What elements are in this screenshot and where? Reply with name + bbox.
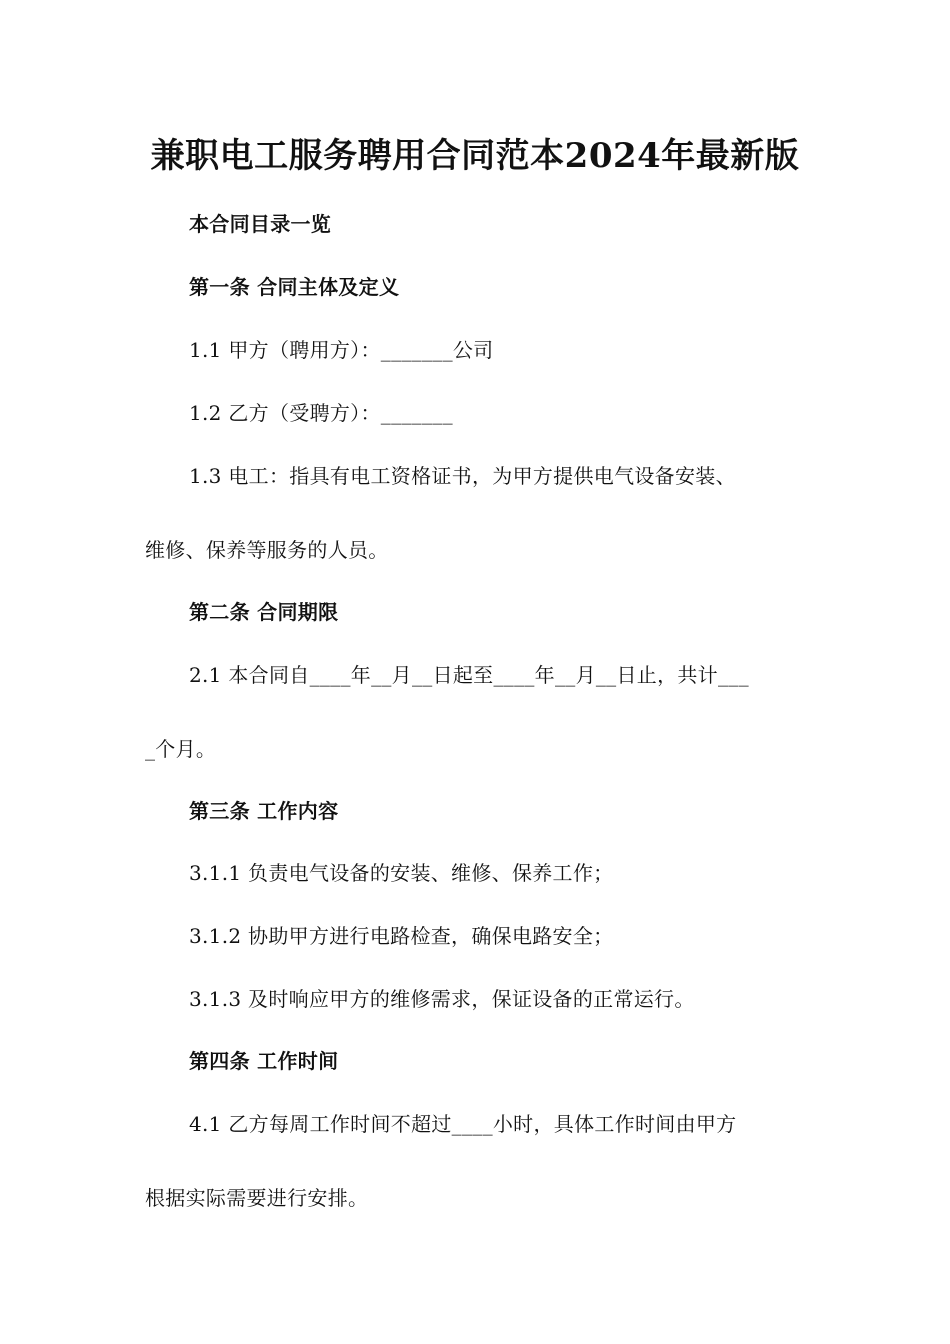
clause-3-1-3: 3.1.3 及时响应甲方的维修需求，保证设备的正常运行。: [189, 987, 695, 1011]
clause-3-1-2: 3.1.2 协助甲方进行电路检查，确保电路安全；: [189, 924, 614, 948]
toc-heading: 本合同目录一览: [189, 212, 332, 236]
clause-3-1-1: 3.1.1 负责电气设备的安装、维修、保养工作；: [189, 861, 614, 885]
section-3-heading: 第三条 工作内容: [189, 799, 339, 823]
clause-1-2: 1.2 乙方（受聘方）：_______: [189, 401, 453, 425]
clause-2-1-continued: _个月。: [145, 737, 217, 761]
section-4-heading: 第四条 工作时间: [189, 1049, 339, 1073]
clause-1-3: 1.3 电工：指具有电工资格证书，为甲方提供电气设备安装、: [189, 464, 736, 488]
clause-1-3-continued: 维修、保养等服务的人员。: [145, 538, 389, 562]
clause-4-1-continued: 根据实际需要进行安排。: [145, 1186, 369, 1210]
clause-4-1: 4.1 乙方每周工作时间不超过____小时，具体工作时间由甲方: [189, 1112, 737, 1136]
section-2-heading: 第二条 合同期限: [189, 600, 339, 624]
section-1-heading: 第一条 合同主体及定义: [189, 275, 400, 299]
clause-1-1: 1.1 甲方（聘用方）：_______公司: [189, 338, 494, 362]
document-title: 兼职电工服务聘用合同范本2024年最新版: [150, 136, 800, 176]
clause-2-1: 2.1 本合同自____年__月__日起至____年__月__日止，共计___: [189, 663, 749, 687]
